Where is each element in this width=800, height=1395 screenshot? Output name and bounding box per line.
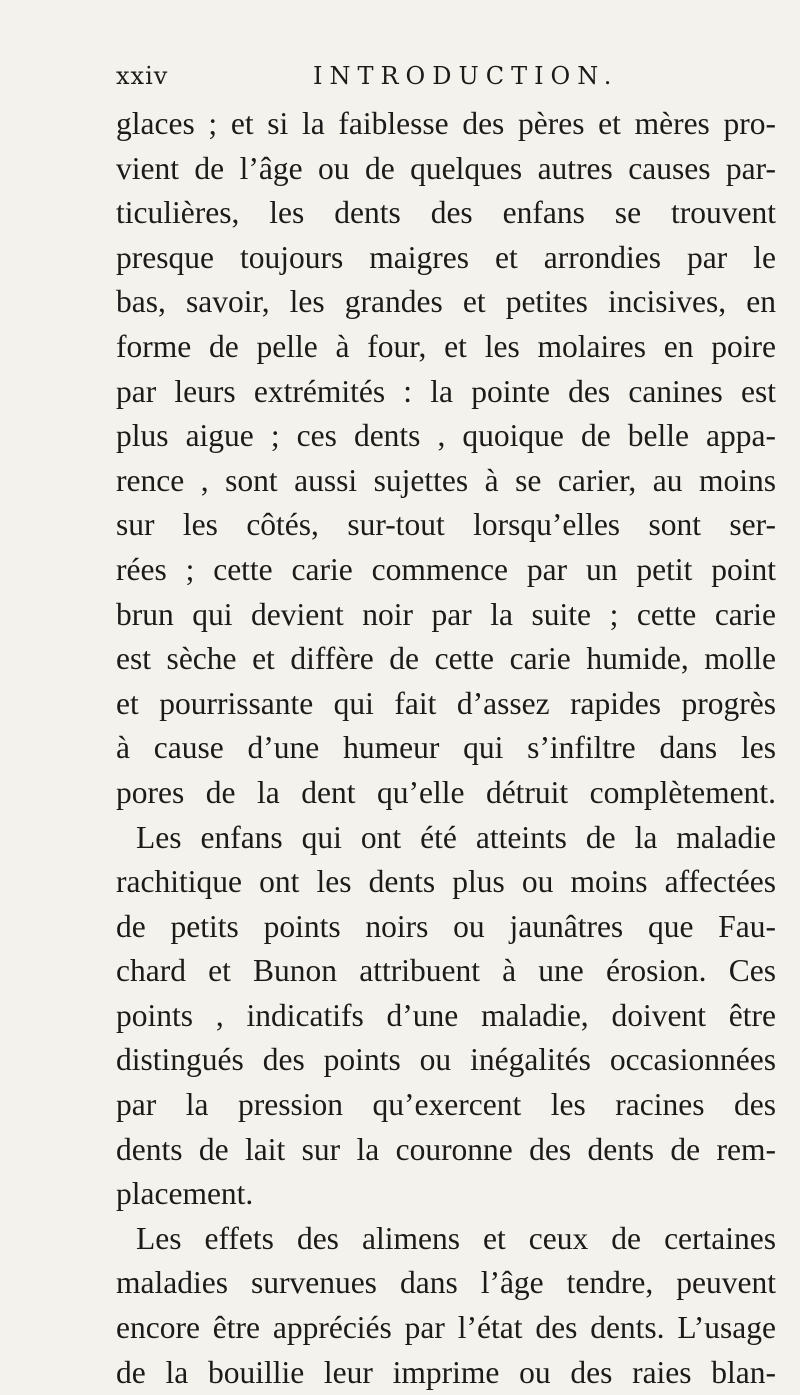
text-line: par leurs extrémités : la pointe des canines est <box>116 373 776 409</box>
running-title: INTRODUCTION. <box>313 62 619 90</box>
text-line: pores de la dent qu’elle détruit complètement. <box>116 774 776 810</box>
text-line: à cause d’une humeur qui s’infiltre dans les <box>116 730 776 766</box>
page-header <box>116 62 776 96</box>
text-line: Les enfans qui ont été atteints de la maladie <box>136 819 776 855</box>
text-line: par la pression qu’exercent les racines des <box>116 1087 776 1123</box>
text-line: placement. <box>116 1176 254 1212</box>
text-line: forme de pelle à four, et les molaires en poire <box>116 328 776 364</box>
text-line: chard et Bunon attribuent à une érosion. Ces <box>116 953 776 989</box>
text-line: et pourrissante qui fait d’assez rapides progrès <box>116 685 776 721</box>
text-line: de petits points noirs ou jaunâtres que Fau- <box>116 908 776 944</box>
text-line: maladies survenues dans l’âge tendre, peuvent <box>116 1265 776 1301</box>
text-line: rées ; cette carie commence par un petit point <box>116 551 776 587</box>
text-line: glaces ; et si la faiblesse des pères et mères pro- <box>116 106 776 141</box>
text-line: brun qui devient noir par la suite ; cette carie <box>116 596 776 632</box>
text-line: vient de l’âge ou de quelques autres causes par- <box>116 150 776 186</box>
text-line: sur les côtés, sur-tout lorsqu’elles sont ser- <box>116 507 776 543</box>
text-line: est sèche et diffère de cette carie humide, molle <box>116 641 776 677</box>
text-line: rence , sont aussi sujettes à se carier, au moins <box>116 462 776 498</box>
text-line: dents de lait sur la couronne des dents de rem- <box>116 1131 776 1167</box>
body-text <box>116 102 776 1395</box>
text-line: bas, savoir, les grandes et petites incisives, en <box>116 284 776 320</box>
text-line: de la bouillie leur imprime ou des raies blan- <box>116 1354 776 1390</box>
page-number: xxiv <box>116 62 169 90</box>
text-line: plus aigue ; ces dents , quoique de belle appa- <box>116 418 776 454</box>
text-line: points , indicatifs d’une maladie, doivent être <box>116 997 776 1033</box>
text-line: presque toujours maigres et arrondies par le <box>116 239 776 275</box>
text-line: distingués des points ou inégalités occasionnées <box>116 1042 776 1078</box>
text-line: Les effets des alimens et ceux de certaines <box>136 1220 776 1256</box>
text-line: encore être appréciés par l’état des dents. L’usage <box>116 1310 776 1346</box>
text-line: rachitique ont les dents plus ou moins affectées <box>116 864 776 900</box>
text-line: ticulières, les dents des enfans se trouvent <box>116 195 776 231</box>
